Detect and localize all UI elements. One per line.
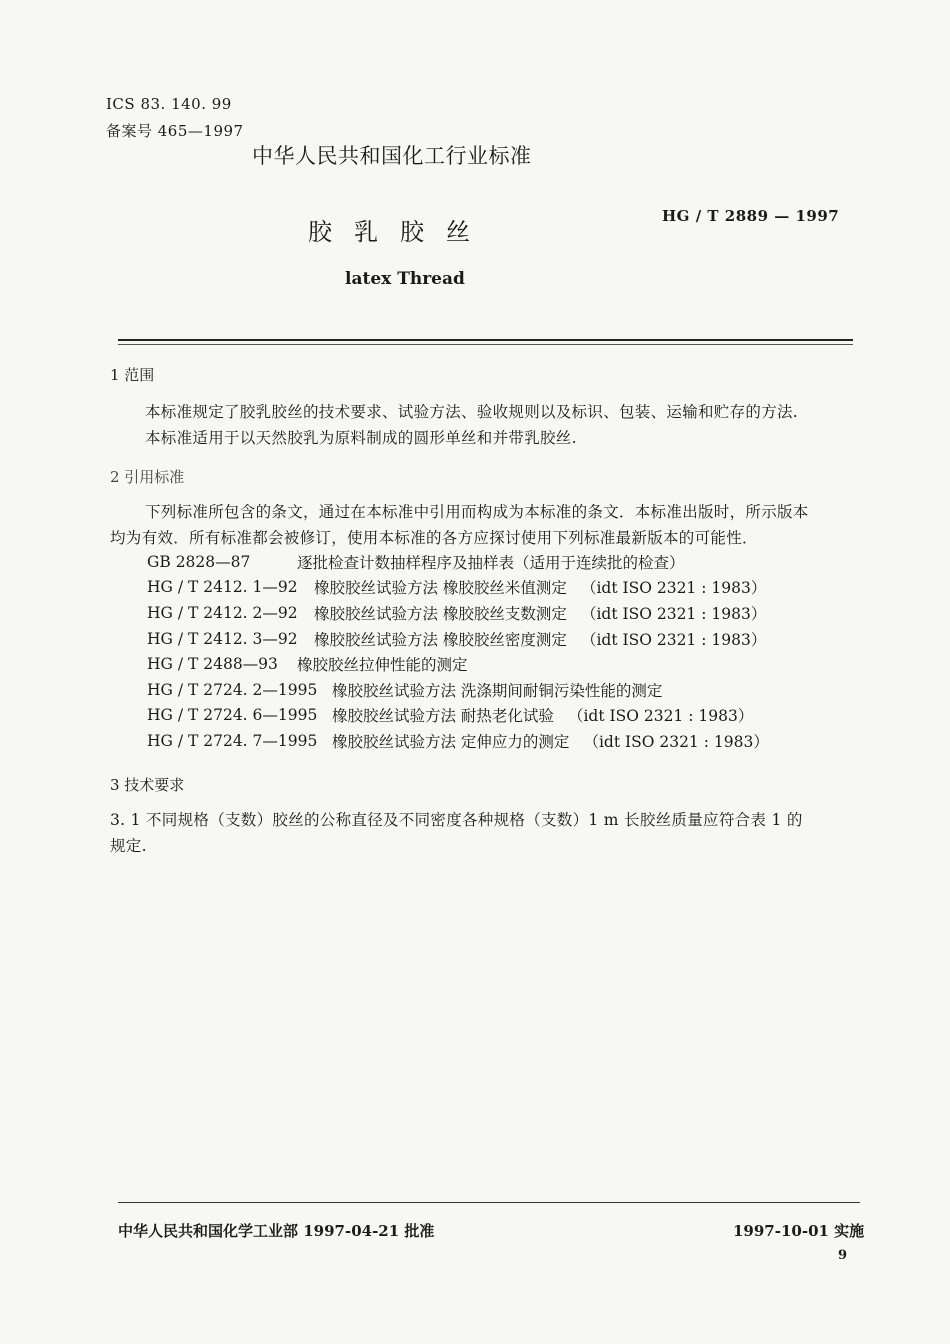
reference-equivalence: （idt ISO 2321 : 1983） xyxy=(580,604,767,623)
reference-title: 橡胶胶丝试验方法 洗涤期间耐铜污染性能的测定 xyxy=(332,681,663,700)
reference-title: 逐批检查计数抽样程序及抽样表（适用于连续批的检查） xyxy=(297,553,685,572)
section-3-1-line-1: 3. 1 不同规格（支数）胶丝的公称直径及不同密度各种规格（支数）1 m 长胶丝质量应符合表 1 的 xyxy=(110,811,803,829)
section-1-paragraph-1: 本标准规定了胶乳胶丝的技术要求、试验方法、验收规则以及标识、包装、运输和贮存的方法. xyxy=(145,403,799,421)
reference-equivalence: （idt ISO 2321 : 1983） xyxy=(567,707,754,726)
section-2-heading: 2 引用标准 xyxy=(110,468,185,486)
approval-line: 中华人民共和国化学工业部 1997-04-21 批准 xyxy=(118,1222,435,1240)
header-rule-thick xyxy=(118,339,853,341)
ics-code: ICS 83. 140. 99 xyxy=(106,95,232,113)
section-3-heading: 3 技术要求 xyxy=(110,776,185,794)
reference-title: 橡胶胶丝试验方法 定伸应力的测定 xyxy=(332,732,570,751)
reference-code: HG / T 2724. 7—1995 xyxy=(147,731,318,750)
reference-item xyxy=(147,677,769,703)
reference-code: GB 2828—87 xyxy=(147,552,251,571)
section-3-1-line-2: 规定. xyxy=(110,837,147,855)
reference-code: HG / T 2488—93 xyxy=(147,655,278,674)
issuing-organization: 中华人民共和国化工行业标准 xyxy=(252,144,532,168)
reference-code: HG / T 2724. 2—1995 xyxy=(147,680,318,699)
reference-equivalence: （idt ISO 2321 : 1983） xyxy=(583,732,769,751)
reference-equivalence: （idt ISO 2321 : 1983） xyxy=(580,630,767,649)
reference-item xyxy=(147,575,769,601)
section-2-intro-line-2: 均为有效．所有标准都会被修订，使用本标准的各方应探讨使用下列标准最新版本的可能性． xyxy=(110,529,758,547)
reference-title: 橡胶胶丝试验方法 橡胶胶丝米值测定 xyxy=(314,579,567,598)
reference-title: 橡胶胶丝试验方法 橡胶胶丝密度测定 xyxy=(314,630,567,649)
reference-item xyxy=(147,703,769,729)
reference-equivalence: （idt ISO 2321 : 1983） xyxy=(580,579,767,598)
reference-title: 橡胶胶丝试验方法 橡胶胶丝支数测定 xyxy=(314,604,567,623)
section-1-heading: 1 范围 xyxy=(110,366,155,384)
implementation-date: 1997-10-01 实施 xyxy=(733,1222,865,1240)
reference-item xyxy=(147,600,769,626)
reference-code: HG / T 2724. 6—1995 xyxy=(147,706,318,725)
reference-item xyxy=(147,651,769,677)
reference-code: HG / T 2412. 3—92 xyxy=(147,629,298,648)
normative-references-list xyxy=(147,549,769,754)
header-rule-thin xyxy=(118,344,853,345)
reference-title: 橡胶胶丝试验方法 耐热老化试验 xyxy=(332,707,554,726)
reference-code: HG / T 2412. 1—92 xyxy=(147,578,298,597)
reference-title: 橡胶胶丝拉伸性能的测定 xyxy=(297,656,468,675)
section-1-paragraph-2: 本标准适用于以天然胶乳为原料制成的圆形单丝和并带乳胶丝. xyxy=(145,429,577,447)
reference-item xyxy=(147,626,769,652)
section-2-intro-line-1: 下列标准所包含的条文，通过在本标准中引用而构成为本标准的条文．本标准出版时，所示版本 xyxy=(145,503,809,521)
standard-code: HG / T 2889 — 1997 xyxy=(662,207,840,225)
document-title-english: latex Thread xyxy=(345,269,465,289)
footer-rule xyxy=(118,1202,860,1203)
reference-code: HG / T 2412. 2—92 xyxy=(147,603,298,622)
record-number: 备案号 465—1997 xyxy=(106,122,244,140)
reference-item xyxy=(147,728,769,754)
page-number: 9 xyxy=(838,1248,848,1263)
document-title-chinese: 胶乳胶丝 xyxy=(308,218,492,246)
reference-item xyxy=(147,549,769,575)
